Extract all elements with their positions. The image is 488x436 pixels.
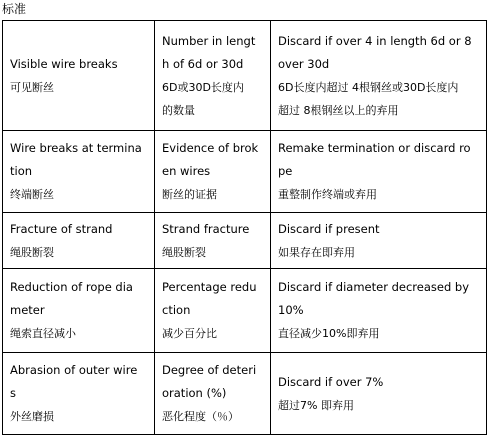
criterion-cell [271, 131, 487, 213]
table-row [3, 213, 487, 269]
measure-zh: 绳股断裂 [162, 245, 206, 259]
condition-en: Visible wire breaks [10, 56, 118, 71]
criterion-cell [271, 353, 487, 435]
measure-en: Evidence of brok en wires [162, 141, 259, 178]
condition-zh: 绳索直径减小 [10, 327, 76, 340]
criterion-zh: 如果存在即弃用 [278, 245, 355, 259]
criterion-en: Discard if over 7% [278, 374, 384, 389]
criterion-en: Remake termination or discard ro pe [278, 141, 471, 178]
criterion-zh: 直径减少10%即弃用 [278, 327, 380, 340]
condition-en: Reduction of rope dia meter [10, 280, 133, 317]
condition-en: Wire breaks at termina tion [10, 141, 142, 178]
measure-en: Percentage redu ction [162, 280, 257, 317]
measure-zh: 恶化程度（％） [162, 410, 239, 423]
condition-cell [3, 131, 155, 213]
condition-en: Fracture of strand [10, 221, 113, 236]
criterion-en: Discard if diameter decreased by 10% [278, 280, 470, 317]
criterion-cell [271, 213, 487, 269]
measure-cell [155, 269, 271, 353]
condition-cell [3, 353, 155, 435]
condition-zh: 绳股断裂 [10, 245, 54, 259]
measure-cell [155, 353, 271, 435]
condition-zh: 外丝磨损 [10, 410, 54, 423]
section-heading: 标准 [2, 2, 27, 16]
criterion-zh: 超过7% 即弃用 [278, 398, 354, 412]
condition-en: Abrasion of outer wire s [10, 363, 138, 400]
measure-cell [155, 213, 271, 269]
condition-cell [3, 213, 155, 269]
criterion-zh: 6D长度内超过 4根钢丝或30D长度内 超过 8根钢丝以上的弃用 [278, 80, 459, 117]
measure-zh: 减少百分比 [162, 327, 217, 340]
table-row [3, 21, 487, 131]
criterion-cell [271, 269, 487, 353]
criterion-en: Discard if over 4 in length 6d or 8 over 30d [278, 33, 472, 71]
condition-cell [3, 269, 155, 353]
criterion-zh: 重整制作终端或弃用 [278, 188, 377, 201]
measure-en: Strand fracture [162, 221, 250, 236]
discard-criteria-table [2, 20, 487, 435]
measure-zh: 断丝的证据 [162, 188, 217, 201]
measure-en: Degree of deteri oration (%) [162, 363, 257, 400]
measure-en: Number in lengt h of 6d or 30d [162, 33, 256, 71]
criterion-cell [271, 21, 487, 131]
table-row [3, 269, 487, 353]
measure-zh: 6D或30D长度内 的数量 [162, 80, 244, 117]
measure-cell [155, 131, 271, 213]
table-row [3, 353, 487, 435]
condition-zh: 终端断丝 [10, 188, 54, 201]
table-row [3, 131, 487, 213]
measure-cell [155, 21, 271, 131]
criterion-en: Discard if present [278, 221, 380, 236]
condition-cell [3, 21, 155, 131]
condition-zh: 可见断丝 [10, 80, 54, 94]
